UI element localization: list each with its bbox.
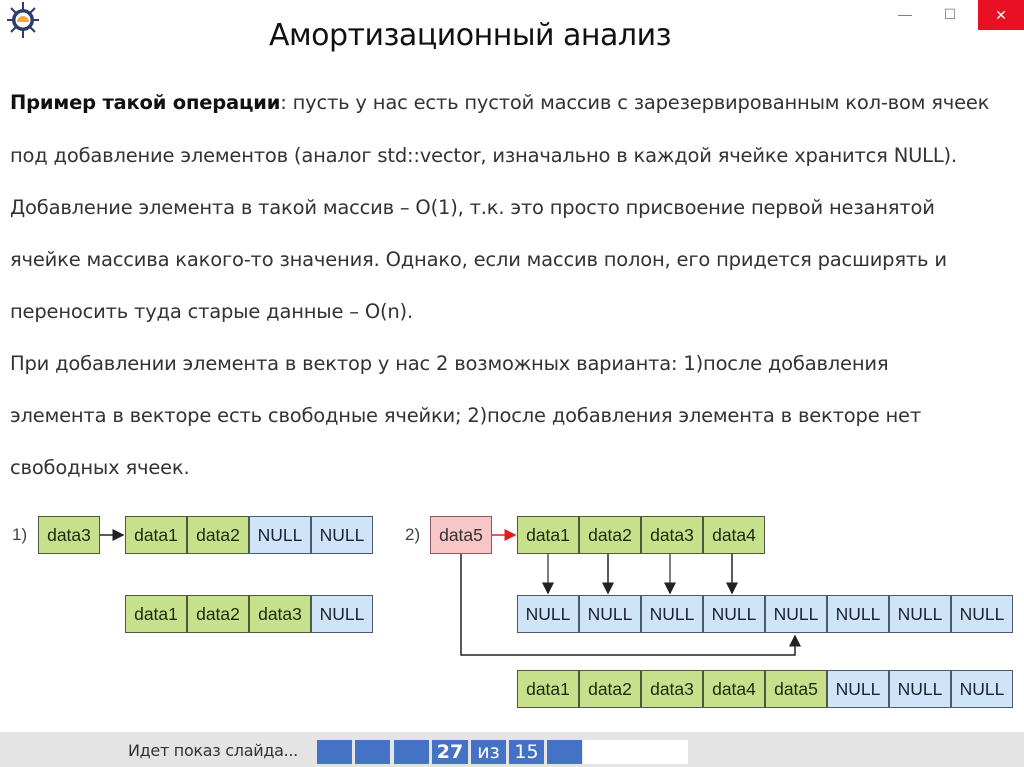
paragraph-line-4: ячейке массива какого-то значения. Однако, если массив полон, его придется расширять и [10,248,947,271]
case-2-result-cell: NULL [951,670,1013,708]
maximize-icon: ☐ [943,5,957,22]
case-2-result-cell: NULL [827,670,889,708]
case-2-new-array-cell: NULL [703,595,765,633]
case-2-old-cell: data3 [641,516,703,554]
close-icon: ✕ [995,6,1007,23]
case-2-new-array-cell: NULL [765,595,827,633]
case-2-label: 2) [405,525,421,544]
case-2-old-cell: data1 [517,516,579,554]
case-1-after-cell: data3 [249,595,311,633]
case-1-new-element: data3 [38,516,100,554]
case-2-new-array-cell: NULL [517,595,579,633]
paragraph-line-5: переносить туда старые данные – O(n). [10,300,413,323]
status-text: Идет показ слайда... [128,741,298,760]
case-1-before-cell: NULL [249,516,311,554]
case-2-new-array-cell: NULL [641,595,703,633]
case-1-after-cell: NULL [311,595,373,633]
of-label: из [471,740,506,764]
case-1-before-cell: data1 [125,516,187,554]
paragraph-line-2: под добавление элементов (аналог std::vector, изначально в каждой ячейке хранится NULL). [10,144,957,167]
case-2-result-cell: NULL [889,670,951,708]
total-slides: 15 [509,740,544,764]
slide-title: Амортизационный анализ [268,18,672,53]
case-1-label: 1) [12,525,28,544]
case-2-new-element: data5 [430,516,492,554]
case-2-result-cell: data4 [703,670,765,708]
case-2-old-cell: data2 [579,516,641,554]
paragraph-line-3: Добавление элемента в такой массив – O(1), т.к. это просто присвоение первой незанятой [10,196,935,219]
bold-lead: Пример такой операции [10,91,281,114]
case-1-after-cell: data1 [125,595,187,633]
line-text: : пусть у нас есть пустой массив с зарезервированным кол-вом ячеек [280,91,990,114]
case-2-new-array-cell: NULL [827,595,889,633]
case-1-after-cell: data2 [187,595,249,633]
case-2-result-cell: data5 [765,670,827,708]
case-2-new-array-cell: NULL [579,595,641,633]
paragraph-line-8: свободных ячеек. [10,456,190,479]
case-2-new-array-cell: NULL [951,595,1013,633]
case-1-before-cell: NULL [311,516,373,554]
current-slide-number: 27 [432,740,468,764]
case-2-result-cell: data1 [517,670,579,708]
progress-block [547,740,582,764]
case-1-before-cell: data2 [187,516,249,554]
close-button[interactable] [978,0,1024,30]
paragraph-line-1 [10,91,1020,114]
minimize-icon: — [898,6,912,22]
progress-block [317,740,352,764]
case-2-old-cell: data4 [703,516,765,554]
case-2-result-cell: data2 [579,670,641,708]
case-2-result-cell: data3 [641,670,703,708]
progress-remaining [583,740,688,764]
paragraph-line-7: элемента в векторе есть свободные ячейки; 2)после добавления элемента в векторе нет [10,404,922,427]
paragraph-line-6: При добавлении элемента в вектор у нас 2 возможных варианта: 1)после добавления [10,352,889,375]
progress-block [394,740,429,764]
progress-block [355,740,390,764]
case-2-new-array-cell: NULL [889,595,951,633]
